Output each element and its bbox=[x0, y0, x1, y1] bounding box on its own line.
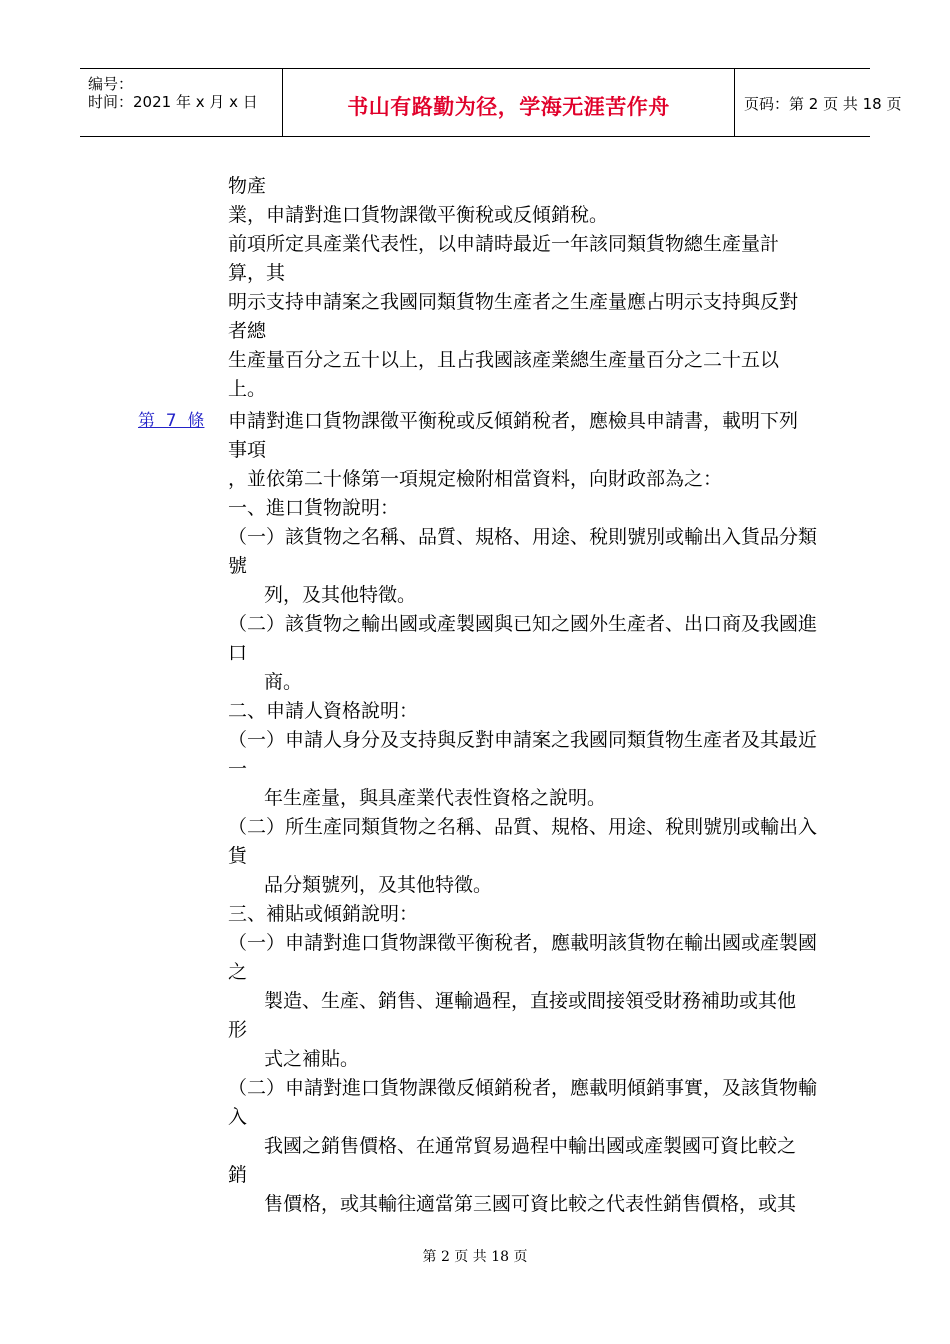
body-text-line: 之 bbox=[228, 961, 248, 983]
body-text-line: 一 bbox=[228, 758, 248, 780]
article-7-link[interactable]: 第 7 條 bbox=[138, 411, 205, 431]
body-text-line: ，並依第二十條第一項規定檢附相當資料，向財政部為之： bbox=[228, 468, 723, 490]
header-page-cell bbox=[734, 69, 902, 136]
body-text-line: 列，及其他特徵。 bbox=[264, 584, 417, 606]
body-text-line: 製造、生產、銷售、運輸過程，直接或間接領受財務補助或其他 bbox=[264, 990, 797, 1012]
body-text-line: （二）所生產同類貨物之名稱、品質、規格、用途、稅則號別或輸出入 bbox=[228, 816, 818, 838]
body-text-line: 生產量百分之五十以上，且占我國該產業總生產量百分之二十五以 bbox=[228, 349, 780, 371]
body-text-line: （二）申請對進口貨物課徵反傾銷稅者，應載明傾銷事實，及該貨物輸 bbox=[228, 1077, 818, 1099]
header-motto-cell bbox=[282, 69, 735, 136]
body-text-line: 者總 bbox=[228, 320, 267, 342]
document-date-label: 时间：2021 年 x 月 x 日 bbox=[88, 93, 258, 111]
body-text-line: 號 bbox=[228, 555, 248, 577]
body-text-line: （一）申請對進口貨物課徵平衡稅者，應載明該貨物在輸出國或產製國 bbox=[228, 932, 818, 954]
body-text-line: 售價格，或其輸往適當第三國可資比較之代表性銷售價格，或其 bbox=[264, 1193, 797, 1215]
body-text-line: 明示支持申請案之我國同類貨物生產者之生產量應占明示支持與反對 bbox=[228, 291, 799, 313]
body-text-line: 入 bbox=[228, 1106, 248, 1128]
body-text-line: 申請對進口貨物課徵平衡稅或反傾銷稅者，應檢具申請書，載明下列 bbox=[228, 410, 799, 432]
body-text-line: （二）該貨物之輸出國或產製國與已知之國外生產者、出口商及我國進 bbox=[228, 613, 818, 635]
body-text-line: 三、補貼或傾銷說明： bbox=[228, 903, 419, 925]
body-text-line: 商。 bbox=[264, 671, 303, 693]
body-text-line: 事項 bbox=[228, 439, 267, 461]
page-header bbox=[80, 68, 902, 137]
body-text-line: 銷 bbox=[228, 1164, 248, 1186]
body-text-line: 物產 bbox=[228, 175, 267, 197]
body-text-line: 算，其 bbox=[228, 262, 286, 284]
body-text-line: 前項所定具產業代表性，以申請時最近一年該同類貨物總生產量計 bbox=[228, 233, 780, 255]
body-text-line: 我國之銷售價格、在通常貿易過程中輸出國或產製國可資比較之 bbox=[264, 1135, 797, 1157]
body-text-line: 一、進口貨物說明： bbox=[228, 497, 400, 519]
page-footer: 第 2 页 共 18 页 bbox=[422, 1249, 528, 1265]
header-meta-cell bbox=[80, 69, 282, 136]
header-motto: 书山有路勤为径，学海无涯苦作舟 bbox=[347, 95, 670, 119]
body-text-line: 二、申請人資格說明： bbox=[228, 700, 419, 722]
body-text-line: 上。 bbox=[228, 378, 267, 400]
body-text-line: 貨 bbox=[228, 845, 248, 867]
body-text-line: （一）申請人身分及支持與反對申請案之我國同類貨物生產者及其最近 bbox=[228, 729, 818, 751]
body-text-line: 口 bbox=[228, 642, 248, 664]
body-text-line: 形 bbox=[228, 1019, 248, 1041]
body-text-line: 業，申請對進口貨物課徵平衡稅或反傾銷稅。 bbox=[228, 204, 609, 226]
header-page-info: 页码：第 2 页 共 18 页 bbox=[744, 95, 902, 113]
body-text-line: 式之補貼。 bbox=[264, 1048, 360, 1070]
body-text-line: （一）該貨物之名稱、品質、規格、用途、稅則號別或輸出入貨品分類 bbox=[228, 526, 818, 548]
body-text-line: 品分類號列，及其他特徵。 bbox=[264, 874, 493, 896]
document-number-label: 编号： bbox=[88, 75, 134, 93]
body-text-line: 年生產量，與具產業代表性資格之說明。 bbox=[264, 787, 607, 809]
